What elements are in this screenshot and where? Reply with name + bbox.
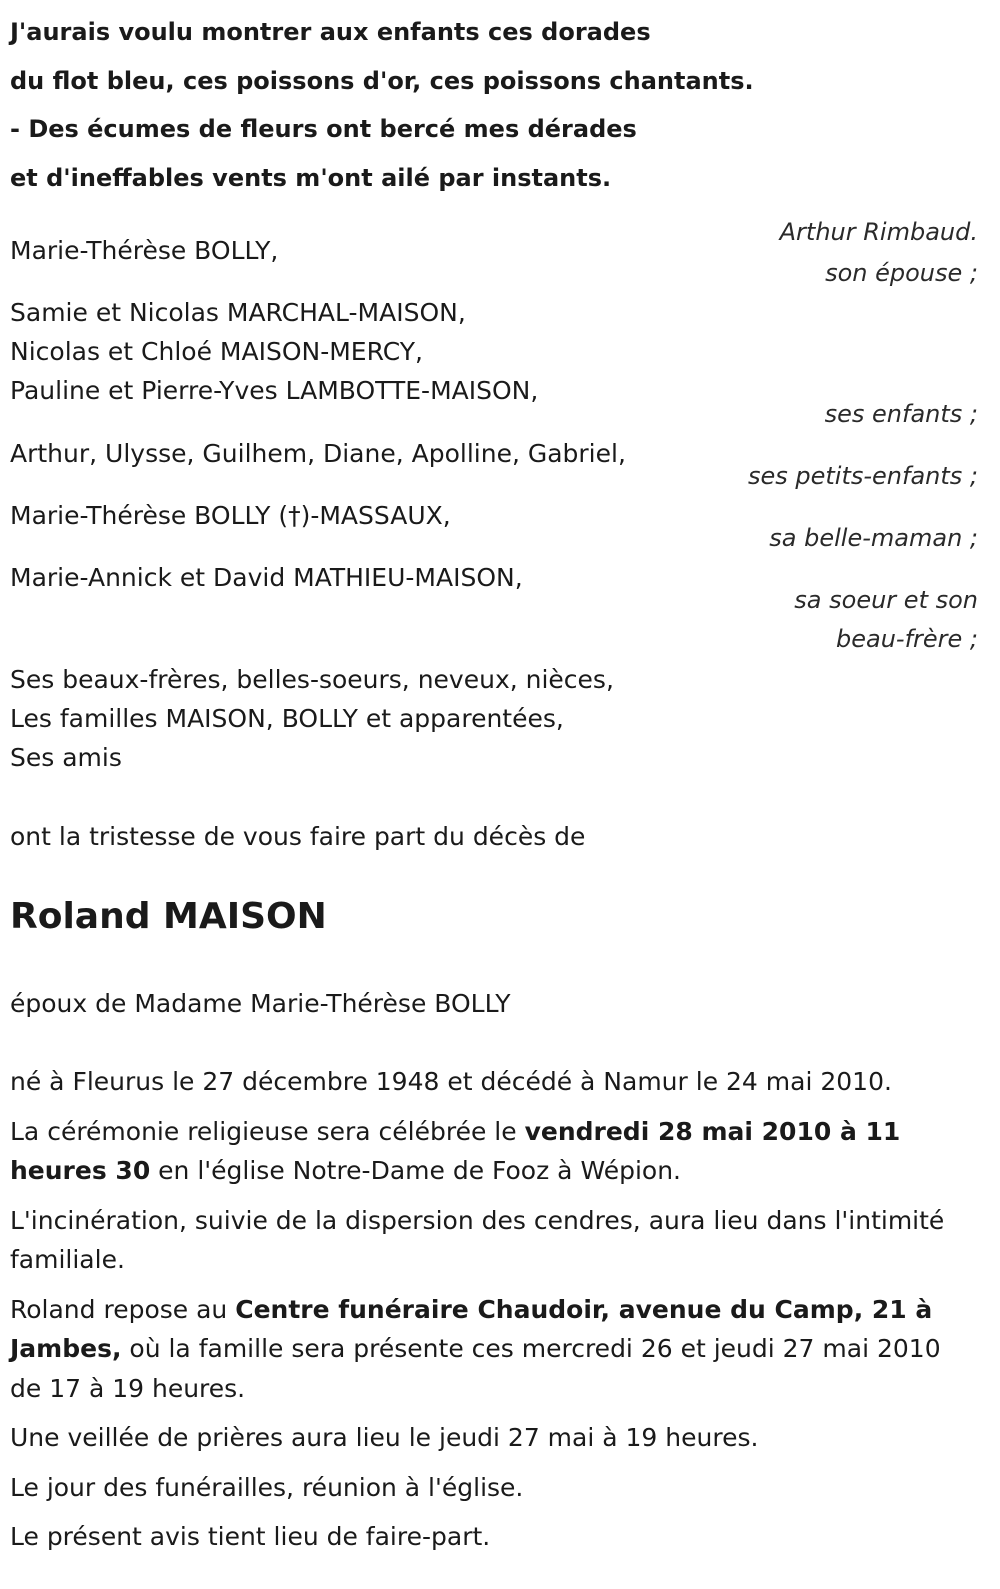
poem-quote <box>10 8 754 202</box>
ceremony-paragraph <box>10 1112 978 1191</box>
child-name: Nicolas et Chloé MAISON-MERCY, <box>10 337 423 366</box>
funeral-home-address: Centre funéraire Chaudoir, avenue du Camp, 21 à Jambes, <box>10 1294 933 1363</box>
sister-relation-line2: beau-frère ; <box>835 625 978 653</box>
notice-paragraph: Le présent avis tient lieu de faire-part. <box>10 1522 491 1551</box>
poem-line: - Des écumes de fleurs ont bercé mes dérades <box>10 115 637 143</box>
spouse-relation: son épouse ; <box>825 259 978 287</box>
children-relation: ses enfants ; <box>824 400 978 428</box>
child-name: Samie et Nicolas MARCHAL-MAISON, <box>10 298 466 327</box>
deceased-spouse-line: époux de Madame Marie-Thérèse BOLLY <box>10 989 511 1018</box>
repose-text: Roland repose au <box>10 1294 236 1324</box>
poem-line: et d'ineffables vents m'ont ailé par instants. <box>10 163 612 192</box>
grandchildren-names: Arthur, Ulysse, Guilhem, Diane, Apolline, Gabriel, <box>10 439 626 468</box>
poem-line: du flot bleu, ces poissons d'or, ces poissons chantants. <box>10 66 754 95</box>
mother-in-law-name: Marie-Thérèse BOLLY (†)-MASSAUX, <box>10 501 451 530</box>
other-relatives: Les familles MAISON, BOLLY et apparentées, <box>10 704 564 733</box>
sister-name: Marie-Annick et David MATHIEU-MAISON, <box>10 563 523 592</box>
repose-paragraph <box>10 1290 978 1409</box>
grandchildren-relation: ses petits-enfants ; <box>747 462 978 490</box>
other-relatives: Ses amis <box>10 743 122 772</box>
announcement-text: ont la tristesse de vous faire part du décès de <box>10 822 586 851</box>
mother-in-law-relation: sa belle-maman ; <box>769 524 978 552</box>
poem-line: J'aurais voulu montrer aux enfants ces dorades <box>10 18 651 46</box>
poem-author: Arthur Rimbaud. <box>779 218 978 246</box>
ceremony-datetime: vendredi 28 mai 2010 à 11 heures 30 <box>10 1116 901 1185</box>
birth-death-paragraph: né à Fleurus le 27 décembre 1948 et décédé à Namur le 24 mai 2010. <box>10 1067 892 1096</box>
vigil-paragraph: Une veillée de prières aura lieu le jeudi 27 mai à 19 heures. <box>10 1423 759 1452</box>
sister-relation-line1: sa soeur et son <box>794 586 978 614</box>
other-relatives: Ses beaux-frères, belles-soeurs, neveux, nièces, <box>10 665 614 694</box>
visiting-hours: où la famille sera présente ces mercredi 26 et jeudi 27 mai 2010 de 17 à 19 heures. <box>10 1334 941 1403</box>
spouse-name: Marie-Thérèse BOLLY, <box>10 236 279 265</box>
funeral-details <box>10 1062 978 1567</box>
deceased-name: Roland MAISON <box>10 896 327 937</box>
ceremony-location: en l'église Notre-Dame de Fooz à Wépion. <box>150 1156 681 1185</box>
incineration-paragraph: L'incinération, suivie de la dispersion des cendres, aura lieu dans l'intimité familiale. <box>10 1205 945 1274</box>
child-name: Pauline et Pierre-Yves LAMBOTTE-MAISON, <box>10 376 539 405</box>
ceremony-text: La cérémonie religieuse sera célébrée le <box>10 1116 525 1146</box>
funeral-day-paragraph: Le jour des funérailles, réunion à l'église. <box>10 1472 524 1502</box>
